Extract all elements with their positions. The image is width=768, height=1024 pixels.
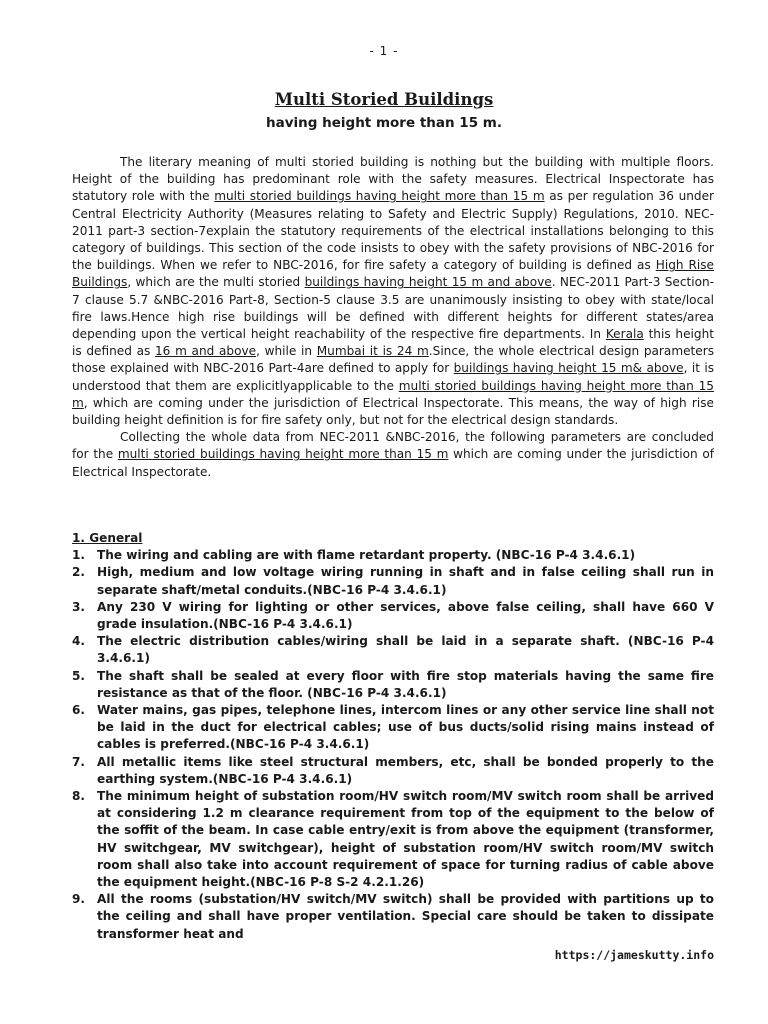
list-item-text: The electric distribution cables/wiring shall be laid in a separate shaft. (NBC-16 P-4 3.4.6.1) [97,634,714,666]
list-item-text: The wiring and cabling are with flame retardant property. (NBC-16 P-4 3.4.6.1) [97,548,636,563]
list-item-number: 1. [72,548,86,563]
general-items-list [72,547,714,943]
general-section [72,530,714,943]
underlined-text: buildings having height 15 m and above [304,275,552,290]
list-item-number: 8. [72,789,86,804]
list-item [72,564,714,598]
text-run: , which are the multi storied [127,275,305,290]
intro-paragraph-1 [72,154,714,429]
underlined-text: multi storied buildings having height more than 15 m [117,447,449,462]
list-item-number: 2. [72,565,86,580]
text-run: .Since, the whole electrical design parameters those explained with NBC-2016 Part-4are defined to apply for [72,344,714,376]
intro-section [72,154,714,481]
underlined-text: Kerala [605,327,644,342]
list-item [72,702,714,754]
list-item-text: All metallic items like steel structural members, etc, shall be bonded properly to the earthing system.(NBC-16 P-4 3.4.6.1) [97,754,714,786]
list-item-text: High, medium and low voltage wiring running in shaft and in false ceiling shall run in separate shaft/metal conduits.(NBC-16 P-4 3.4.6.1) [97,565,714,597]
underlined-text: Mumbai it is 24 m [316,344,429,359]
list-item-number: 6. [72,703,86,718]
list-item [72,891,714,943]
list-item-text: Any 230 V wiring for lighting or other services, above false ceiling, shall have 660 V grade insulation.(NBC-16 P-4 3.4.6.1) [97,599,714,632]
section-heading: 1. General [72,531,143,545]
text-run: The literary meaning of multi storied building is nothing but the building with multiple floors. Height of the building has predominant role with the safety measures. Electrical Inspectorate has statutory role with the [72,155,714,204]
list-item-text: The minimum height of substation room/HV switch room/MV switch room shall be arrived at considering 1.2 m clearance requirement from top of the equipment to the below of the soffit of the beam. In case cable entry/exit is from above the equipment (transformer, HV switchgear, MV switchgear), height of substation room/HV switch room/MV switch room shall also take into account requirement of space for turning radius of cable above the equipment height.(NBC-16 P-8 S-2 4.2.1.26) [97,789,714,890]
list-item [72,668,714,702]
text-run: , while in [256,344,317,359]
underlined-text: multi storied buildings having height more than 15 m [214,189,545,204]
document-title: Multi Storied Buildings [274,90,494,109]
text-run: this height is defined as [72,327,714,359]
list-item-text: Water mains, gas pipes, telephone lines, intercom lines or any other service line shall not be laid in the duct for electrical cables; use of bus ducts/solid rising mains instead of cables is preferred.(NBC-16 P-4 3.4.6.1) [97,703,714,752]
text-run: , it is understood that them are explicitlyapplicable to the [72,361,714,393]
list-item [72,547,714,564]
footer-website-link[interactable]: https://jameskutty.info [554,948,714,962]
underlined-text: multi storied buildings having height more than 15 m [72,378,714,410]
document-subtitle: having height more than 15 m. [266,115,502,131]
text-run: Collecting the whole data from NEC-2011 &NBC-2016, the following parameters are concluded for the [72,430,714,462]
list-item-number: 4. [72,634,86,649]
list-item-number: 7. [72,754,86,769]
list-item [72,754,714,788]
list-item [72,633,714,667]
list-item-text: The shaft shall be sealed at every floor with fire stop materials having the same fire resistance as that of the floor. (NBC-16 P-4 3.4.6.1) [97,668,714,700]
list-item-number: 5. [72,668,86,683]
list-item-number: 3. [72,599,86,614]
intro-paragraph-2 [72,429,714,481]
list-item [72,599,714,633]
page-number: - 1 - [369,44,399,58]
text-run: . NEC-2011 Part-3 Section-7 clause 5.7 &NBC-2016 Part-8, Section-5 clause 3.5 are unanimously insisting to obey with state/local fire laws.Hence high rise buildings will be defined with different heights for different states/area depending upon the vertical height reachability of the respective fire departments. In [72,275,715,342]
text-run: , which are coming under the jurisdiction of Electrical Inspectorate. This means, the way of high rise building height definition is for fire safety only, but not for the electrical design standards. [72,395,714,428]
text-run: which are coming under the jurisdiction of Electrical Inspectorate. [72,447,714,479]
underlined-text: buildings having height 15 m& above [453,361,684,376]
list-item-text: All the rooms (substation/HV switch/MV switch) shall be provided with partitions up to the ceiling and shall have proper ventilation. Special care should be taken to dissipate transformer heat and [97,892,714,941]
underlined-text: High Rise Buildings [72,258,714,290]
text-run: as per regulation 36 under Central Electricity Authority (Measures relating to Safety and Electric Supply) Regulations, 2010. NEC-2011 part-3 section-7explain the statutory requirements of the electrical installations belonging to this category of buildings. This section of the code insists to obey with the safety provisions of NBC-2016 for the buildings. When we refer to NBC-2016, for fire safety a category of building is defined as [72,189,714,273]
underlined-text: 16 m and above [154,344,257,359]
list-item-number: 9. [72,892,86,907]
list-item [72,788,714,891]
